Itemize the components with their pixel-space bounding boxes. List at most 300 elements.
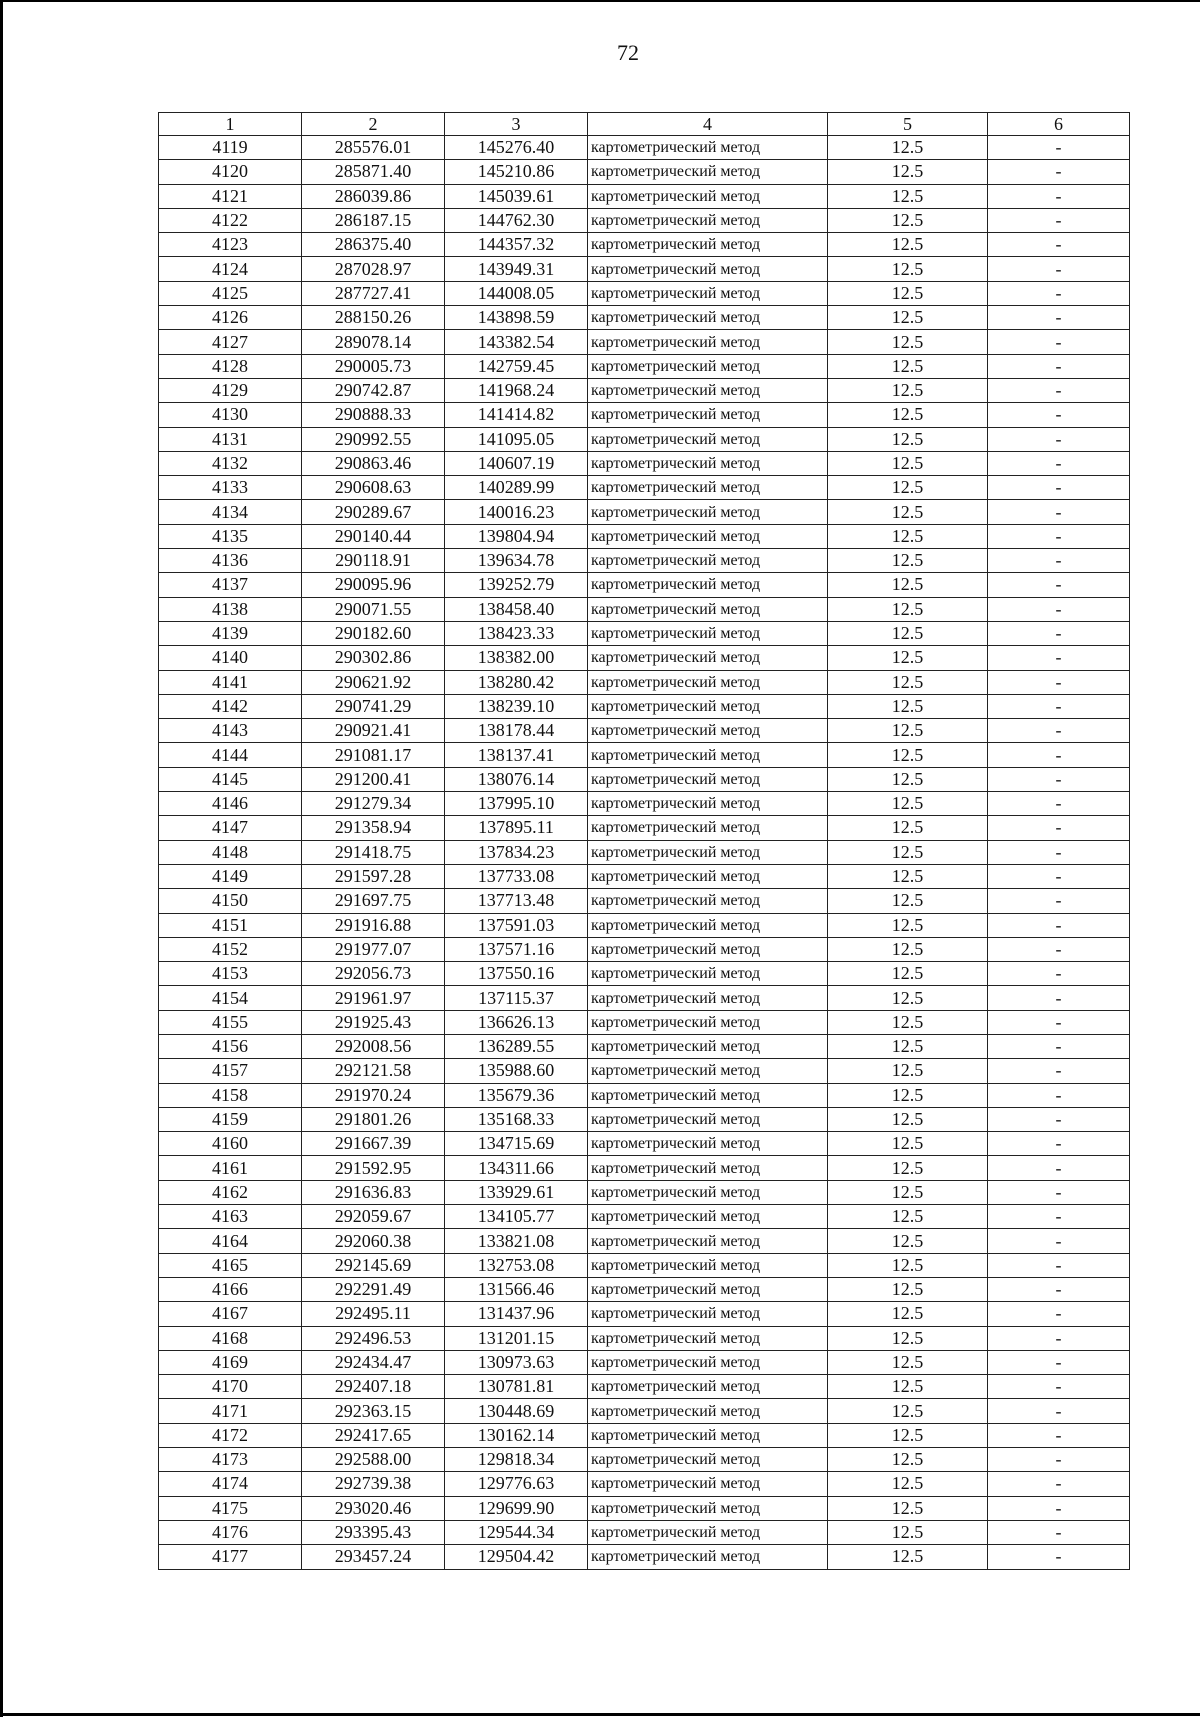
table-row xyxy=(159,1375,1130,1399)
point-number-cell: 4158 xyxy=(159,1083,302,1107)
x-coordinate-cell: 292008.56 xyxy=(302,1034,445,1058)
y-coordinate-cell: 138280.42 xyxy=(445,670,588,694)
method-cell: картометрический метод xyxy=(588,1277,828,1301)
accuracy-cell: 12.5 xyxy=(828,136,988,160)
point-number-cell: 4157 xyxy=(159,1059,302,1083)
point-number-cell: 4131 xyxy=(159,427,302,451)
method-cell: картометрический метод xyxy=(588,1375,828,1399)
accuracy-cell: 12.5 xyxy=(828,524,988,548)
accuracy-cell: 12.5 xyxy=(828,1375,988,1399)
method-cell: картометрический метод xyxy=(588,719,828,743)
point-number-cell: 4174 xyxy=(159,1472,302,1496)
point-number-cell: 4166 xyxy=(159,1277,302,1301)
column-header: 1 xyxy=(159,113,302,136)
point-number-cell: 4126 xyxy=(159,306,302,330)
method-cell: картометрический метод xyxy=(588,1034,828,1058)
y-coordinate-cell: 130448.69 xyxy=(445,1399,588,1423)
page-number: 72 xyxy=(617,40,639,65)
method-cell: картометрический метод xyxy=(588,864,828,888)
method-cell: картометрический метод xyxy=(588,913,828,937)
accuracy-cell: 12.5 xyxy=(828,233,988,257)
accuracy-cell: 12.5 xyxy=(828,257,988,281)
x-coordinate-cell: 291418.75 xyxy=(302,840,445,864)
y-coordinate-cell: 137733.08 xyxy=(445,864,588,888)
table-row xyxy=(159,1253,1130,1277)
y-coordinate-cell: 139252.79 xyxy=(445,573,588,597)
accuracy-cell: 12.5 xyxy=(828,986,988,1010)
table-row xyxy=(159,403,1130,427)
y-coordinate-cell: 131437.96 xyxy=(445,1302,588,1326)
y-coordinate-cell: 134311.66 xyxy=(445,1156,588,1180)
description-cell: - xyxy=(988,1059,1130,1083)
point-number-cell: 4147 xyxy=(159,816,302,840)
method-cell: картометрический метод xyxy=(588,184,828,208)
y-coordinate-cell: 138076.14 xyxy=(445,767,588,791)
description-cell: - xyxy=(988,864,1130,888)
method-cell: картометрический метод xyxy=(588,1083,828,1107)
point-number-cell: 4141 xyxy=(159,670,302,694)
description-cell: - xyxy=(988,1302,1130,1326)
point-number-cell: 4123 xyxy=(159,233,302,257)
method-cell: картометрический метод xyxy=(588,476,828,500)
x-coordinate-cell: 292059.67 xyxy=(302,1205,445,1229)
y-coordinate-cell: 134715.69 xyxy=(445,1132,588,1156)
x-coordinate-cell: 290742.87 xyxy=(302,378,445,402)
table-row xyxy=(159,1107,1130,1131)
y-coordinate-cell: 143382.54 xyxy=(445,330,588,354)
point-number-cell: 4177 xyxy=(159,1545,302,1569)
x-coordinate-cell: 291279.34 xyxy=(302,792,445,816)
y-coordinate-cell: 142759.45 xyxy=(445,354,588,378)
point-number-cell: 4164 xyxy=(159,1229,302,1253)
point-number-cell: 4170 xyxy=(159,1375,302,1399)
method-cell: картометрический метод xyxy=(588,962,828,986)
point-number-cell: 4149 xyxy=(159,864,302,888)
point-number-cell: 4122 xyxy=(159,208,302,232)
point-number-cell: 4169 xyxy=(159,1350,302,1374)
accuracy-cell: 12.5 xyxy=(828,1496,988,1520)
method-cell: картометрический метод xyxy=(588,233,828,257)
x-coordinate-cell: 290608.63 xyxy=(302,476,445,500)
point-number-cell: 4150 xyxy=(159,889,302,913)
accuracy-cell: 12.5 xyxy=(828,889,988,913)
column-header: 2 xyxy=(302,113,445,136)
y-coordinate-cell: 139804.94 xyxy=(445,524,588,548)
method-cell: картометрический метод xyxy=(588,621,828,645)
description-cell: - xyxy=(988,1472,1130,1496)
x-coordinate-cell: 285576.01 xyxy=(302,136,445,160)
description-cell: - xyxy=(988,816,1130,840)
method-cell: картометрический метод xyxy=(588,451,828,475)
table-row xyxy=(159,767,1130,791)
method-cell: картометрический метод xyxy=(588,427,828,451)
x-coordinate-cell: 288150.26 xyxy=(302,306,445,330)
accuracy-cell: 12.5 xyxy=(828,792,988,816)
x-coordinate-cell: 291081.17 xyxy=(302,743,445,767)
point-number-cell: 4171 xyxy=(159,1399,302,1423)
accuracy-cell: 12.5 xyxy=(828,1180,988,1204)
description-cell: - xyxy=(988,184,1130,208)
table-row xyxy=(159,208,1130,232)
description-cell: - xyxy=(988,330,1130,354)
method-cell: картометрический метод xyxy=(588,1132,828,1156)
x-coordinate-cell: 292739.38 xyxy=(302,1472,445,1496)
table-row xyxy=(159,1277,1130,1301)
y-coordinate-cell: 133929.61 xyxy=(445,1180,588,1204)
method-cell: картометрический метод xyxy=(588,1253,828,1277)
table-row xyxy=(159,1545,1130,1569)
point-number-cell: 4139 xyxy=(159,621,302,645)
accuracy-cell: 12.5 xyxy=(828,1326,988,1350)
x-coordinate-cell: 290095.96 xyxy=(302,573,445,597)
accuracy-cell: 12.5 xyxy=(828,451,988,475)
description-cell: - xyxy=(988,1132,1130,1156)
x-coordinate-cell: 290118.91 xyxy=(302,549,445,573)
table-row xyxy=(159,1472,1130,1496)
y-coordinate-cell: 136289.55 xyxy=(445,1034,588,1058)
accuracy-cell: 12.5 xyxy=(828,1132,988,1156)
point-number-cell: 4145 xyxy=(159,767,302,791)
table-row xyxy=(159,1205,1130,1229)
point-number-cell: 4120 xyxy=(159,160,302,184)
x-coordinate-cell: 290921.41 xyxy=(302,719,445,743)
y-coordinate-cell: 138137.41 xyxy=(445,743,588,767)
x-coordinate-cell: 290888.33 xyxy=(302,403,445,427)
description-cell: - xyxy=(988,889,1130,913)
description-cell: - xyxy=(988,378,1130,402)
description-cell: - xyxy=(988,136,1130,160)
point-number-cell: 4155 xyxy=(159,1010,302,1034)
description-cell: - xyxy=(988,1229,1130,1253)
method-cell: картометрический метод xyxy=(588,646,828,670)
table-row xyxy=(159,1423,1130,1447)
table-row xyxy=(159,986,1130,1010)
table-row xyxy=(159,1180,1130,1204)
point-number-cell: 4124 xyxy=(159,257,302,281)
point-number-cell: 4161 xyxy=(159,1156,302,1180)
method-cell: картометрический метод xyxy=(588,378,828,402)
x-coordinate-cell: 292434.47 xyxy=(302,1350,445,1374)
accuracy-cell: 12.5 xyxy=(828,1423,988,1447)
description-cell: - xyxy=(988,1253,1130,1277)
x-coordinate-cell: 291977.07 xyxy=(302,937,445,961)
description-cell: - xyxy=(988,306,1130,330)
column-header: 5 xyxy=(828,113,988,136)
method-cell: картометрический метод xyxy=(588,694,828,718)
table-row xyxy=(159,476,1130,500)
description-cell: - xyxy=(988,233,1130,257)
description-cell: - xyxy=(988,1375,1130,1399)
y-coordinate-cell: 141414.82 xyxy=(445,403,588,427)
y-coordinate-cell: 138458.40 xyxy=(445,597,588,621)
point-number-cell: 4173 xyxy=(159,1448,302,1472)
accuracy-cell: 12.5 xyxy=(828,1156,988,1180)
x-coordinate-cell: 290863.46 xyxy=(302,451,445,475)
x-coordinate-cell: 290289.67 xyxy=(302,500,445,524)
x-coordinate-cell: 292060.38 xyxy=(302,1229,445,1253)
table-row xyxy=(159,233,1130,257)
description-cell: - xyxy=(988,962,1130,986)
description-cell: - xyxy=(988,1107,1130,1131)
accuracy-cell: 12.5 xyxy=(828,864,988,888)
point-number-cell: 4156 xyxy=(159,1034,302,1058)
accuracy-cell: 12.5 xyxy=(828,913,988,937)
table-row xyxy=(159,330,1130,354)
x-coordinate-cell: 290140.44 xyxy=(302,524,445,548)
x-coordinate-cell: 291592.95 xyxy=(302,1156,445,1180)
description-cell: - xyxy=(988,160,1130,184)
accuracy-cell: 12.5 xyxy=(828,694,988,718)
table-row xyxy=(159,597,1130,621)
table-row xyxy=(159,840,1130,864)
table-row xyxy=(159,719,1130,743)
accuracy-cell: 12.5 xyxy=(828,1107,988,1131)
table-row xyxy=(159,913,1130,937)
y-coordinate-cell: 138423.33 xyxy=(445,621,588,645)
table-row xyxy=(159,816,1130,840)
table-row xyxy=(159,1010,1130,1034)
method-cell: картометрический метод xyxy=(588,1423,828,1447)
description-cell: - xyxy=(988,694,1130,718)
description-cell: - xyxy=(988,1350,1130,1374)
accuracy-cell: 12.5 xyxy=(828,1302,988,1326)
description-cell: - xyxy=(988,743,1130,767)
y-coordinate-cell: 137834.23 xyxy=(445,840,588,864)
y-coordinate-cell: 137995.10 xyxy=(445,792,588,816)
method-cell: картометрический метод xyxy=(588,281,828,305)
point-number-cell: 4121 xyxy=(159,184,302,208)
table-row xyxy=(159,500,1130,524)
description-cell: - xyxy=(988,1545,1130,1569)
description-cell: - xyxy=(988,1156,1130,1180)
table-row xyxy=(159,1132,1130,1156)
point-number-cell: 4152 xyxy=(159,937,302,961)
y-coordinate-cell: 137550.16 xyxy=(445,962,588,986)
table-row xyxy=(159,378,1130,402)
accuracy-cell: 12.5 xyxy=(828,281,988,305)
table-row xyxy=(159,792,1130,816)
coordinates-table xyxy=(158,112,1130,1570)
description-cell: - xyxy=(988,427,1130,451)
description-cell: - xyxy=(988,1520,1130,1544)
accuracy-cell: 12.5 xyxy=(828,816,988,840)
method-cell: картометрический метод xyxy=(588,403,828,427)
method-cell: картометрический метод xyxy=(588,1229,828,1253)
y-coordinate-cell: 141968.24 xyxy=(445,378,588,402)
accuracy-cell: 12.5 xyxy=(828,646,988,670)
table-row xyxy=(159,1229,1130,1253)
description-cell: - xyxy=(988,1180,1130,1204)
y-coordinate-cell: 137591.03 xyxy=(445,913,588,937)
y-coordinate-cell: 129544.34 xyxy=(445,1520,588,1544)
point-number-cell: 4133 xyxy=(159,476,302,500)
x-coordinate-cell: 292291.49 xyxy=(302,1277,445,1301)
x-coordinate-cell: 285871.40 xyxy=(302,160,445,184)
table-row xyxy=(159,451,1130,475)
x-coordinate-cell: 292407.18 xyxy=(302,1375,445,1399)
method-cell: картометрический метод xyxy=(588,986,828,1010)
table-row xyxy=(159,160,1130,184)
point-number-cell: 4165 xyxy=(159,1253,302,1277)
method-cell: картометрический метод xyxy=(588,306,828,330)
table-row xyxy=(159,1034,1130,1058)
y-coordinate-cell: 130781.81 xyxy=(445,1375,588,1399)
accuracy-cell: 12.5 xyxy=(828,500,988,524)
column-header: 3 xyxy=(445,113,588,136)
accuracy-cell: 12.5 xyxy=(828,1448,988,1472)
y-coordinate-cell: 131566.46 xyxy=(445,1277,588,1301)
table-row xyxy=(159,427,1130,451)
point-number-cell: 4148 xyxy=(159,840,302,864)
table-row xyxy=(159,1059,1130,1083)
description-cell: - xyxy=(988,1448,1130,1472)
description-cell: - xyxy=(988,208,1130,232)
table-row xyxy=(159,573,1130,597)
accuracy-cell: 12.5 xyxy=(828,1545,988,1569)
method-cell: картометрический метод xyxy=(588,670,828,694)
method-cell: картометрический метод xyxy=(588,1496,828,1520)
method-cell: картометрический метод xyxy=(588,1302,828,1326)
point-number-cell: 4132 xyxy=(159,451,302,475)
accuracy-cell: 12.5 xyxy=(828,1350,988,1374)
table-row xyxy=(159,1156,1130,1180)
point-number-cell: 4151 xyxy=(159,913,302,937)
method-cell: картометрический метод xyxy=(588,1107,828,1131)
point-number-cell: 4134 xyxy=(159,500,302,524)
description-cell: - xyxy=(988,646,1130,670)
method-cell: картометрический метод xyxy=(588,1448,828,1472)
table-row xyxy=(159,1496,1130,1520)
table-row xyxy=(159,864,1130,888)
y-coordinate-cell: 137895.11 xyxy=(445,816,588,840)
accuracy-cell: 12.5 xyxy=(828,1083,988,1107)
y-coordinate-cell: 140607.19 xyxy=(445,451,588,475)
method-cell: картометрический метод xyxy=(588,1059,828,1083)
x-coordinate-cell: 290992.55 xyxy=(302,427,445,451)
page-border-top xyxy=(0,0,1200,2)
accuracy-cell: 12.5 xyxy=(828,597,988,621)
x-coordinate-cell: 286039.86 xyxy=(302,184,445,208)
description-cell: - xyxy=(988,1205,1130,1229)
x-coordinate-cell: 291961.97 xyxy=(302,986,445,1010)
y-coordinate-cell: 129776.63 xyxy=(445,1472,588,1496)
table-row xyxy=(159,670,1130,694)
method-cell: картометрический метод xyxy=(588,354,828,378)
description-cell: - xyxy=(988,1399,1130,1423)
point-number-cell: 4142 xyxy=(159,694,302,718)
x-coordinate-cell: 290741.29 xyxy=(302,694,445,718)
description-cell: - xyxy=(988,451,1130,475)
y-coordinate-cell: 143898.59 xyxy=(445,306,588,330)
accuracy-cell: 12.5 xyxy=(828,306,988,330)
method-cell: картометрический метод xyxy=(588,257,828,281)
x-coordinate-cell: 292363.15 xyxy=(302,1399,445,1423)
description-cell: - xyxy=(988,621,1130,645)
description-cell: - xyxy=(988,281,1130,305)
x-coordinate-cell: 291697.75 xyxy=(302,889,445,913)
table-row xyxy=(159,1448,1130,1472)
accuracy-cell: 12.5 xyxy=(828,743,988,767)
x-coordinate-cell: 292588.00 xyxy=(302,1448,445,1472)
y-coordinate-cell: 139634.78 xyxy=(445,549,588,573)
x-coordinate-cell: 291801.26 xyxy=(302,1107,445,1131)
accuracy-cell: 12.5 xyxy=(828,549,988,573)
table-row xyxy=(159,1520,1130,1544)
accuracy-cell: 12.5 xyxy=(828,937,988,961)
table-row xyxy=(159,937,1130,961)
method-cell: картометрический метод xyxy=(588,1326,828,1350)
point-number-cell: 4160 xyxy=(159,1132,302,1156)
method-cell: картометрический метод xyxy=(588,1205,828,1229)
method-cell: картометрический метод xyxy=(588,208,828,232)
accuracy-cell: 12.5 xyxy=(828,1399,988,1423)
description-cell: - xyxy=(988,597,1130,621)
accuracy-cell: 12.5 xyxy=(828,354,988,378)
accuracy-cell: 12.5 xyxy=(828,719,988,743)
page-border-left xyxy=(0,0,3,1717)
table-row xyxy=(159,306,1130,330)
point-number-cell: 4137 xyxy=(159,573,302,597)
method-cell: картометрический метод xyxy=(588,743,828,767)
point-number-cell: 4162 xyxy=(159,1180,302,1204)
accuracy-cell: 12.5 xyxy=(828,208,988,232)
table-body xyxy=(159,136,1130,1570)
accuracy-cell: 12.5 xyxy=(828,1277,988,1301)
table-row xyxy=(159,889,1130,913)
y-coordinate-cell: 135679.36 xyxy=(445,1083,588,1107)
description-cell: - xyxy=(988,719,1130,743)
method-cell: картометрический метод xyxy=(588,840,828,864)
y-coordinate-cell: 130973.63 xyxy=(445,1350,588,1374)
y-coordinate-cell: 134105.77 xyxy=(445,1205,588,1229)
column-header: 4 xyxy=(588,113,828,136)
point-number-cell: 4129 xyxy=(159,378,302,402)
method-cell: картометрический метод xyxy=(588,889,828,913)
accuracy-cell: 12.5 xyxy=(828,962,988,986)
x-coordinate-cell: 293020.46 xyxy=(302,1496,445,1520)
method-cell: картометрический метод xyxy=(588,500,828,524)
y-coordinate-cell: 136626.13 xyxy=(445,1010,588,1034)
method-cell: картометрический метод xyxy=(588,816,828,840)
description-cell: - xyxy=(988,913,1130,937)
y-coordinate-cell: 135988.60 xyxy=(445,1059,588,1083)
point-number-cell: 4144 xyxy=(159,743,302,767)
point-number-cell: 4146 xyxy=(159,792,302,816)
method-cell: картометрический метод xyxy=(588,1472,828,1496)
table-row xyxy=(159,621,1130,645)
description-cell: - xyxy=(988,937,1130,961)
method-cell: картометрический метод xyxy=(588,524,828,548)
table-row xyxy=(159,524,1130,548)
accuracy-cell: 12.5 xyxy=(828,1059,988,1083)
accuracy-cell: 12.5 xyxy=(828,1253,988,1277)
table-row xyxy=(159,1399,1130,1423)
table-row xyxy=(159,1083,1130,1107)
x-coordinate-cell: 292121.58 xyxy=(302,1059,445,1083)
point-number-cell: 4127 xyxy=(159,330,302,354)
y-coordinate-cell: 137713.48 xyxy=(445,889,588,913)
x-coordinate-cell: 287028.97 xyxy=(302,257,445,281)
description-cell: - xyxy=(988,1326,1130,1350)
accuracy-cell: 12.5 xyxy=(828,767,988,791)
point-number-cell: 4140 xyxy=(159,646,302,670)
table-row xyxy=(159,743,1130,767)
point-number-cell: 4119 xyxy=(159,136,302,160)
table-row xyxy=(159,1326,1130,1350)
method-cell: картометрический метод xyxy=(588,597,828,621)
x-coordinate-cell: 286375.40 xyxy=(302,233,445,257)
description-cell: - xyxy=(988,986,1130,1010)
